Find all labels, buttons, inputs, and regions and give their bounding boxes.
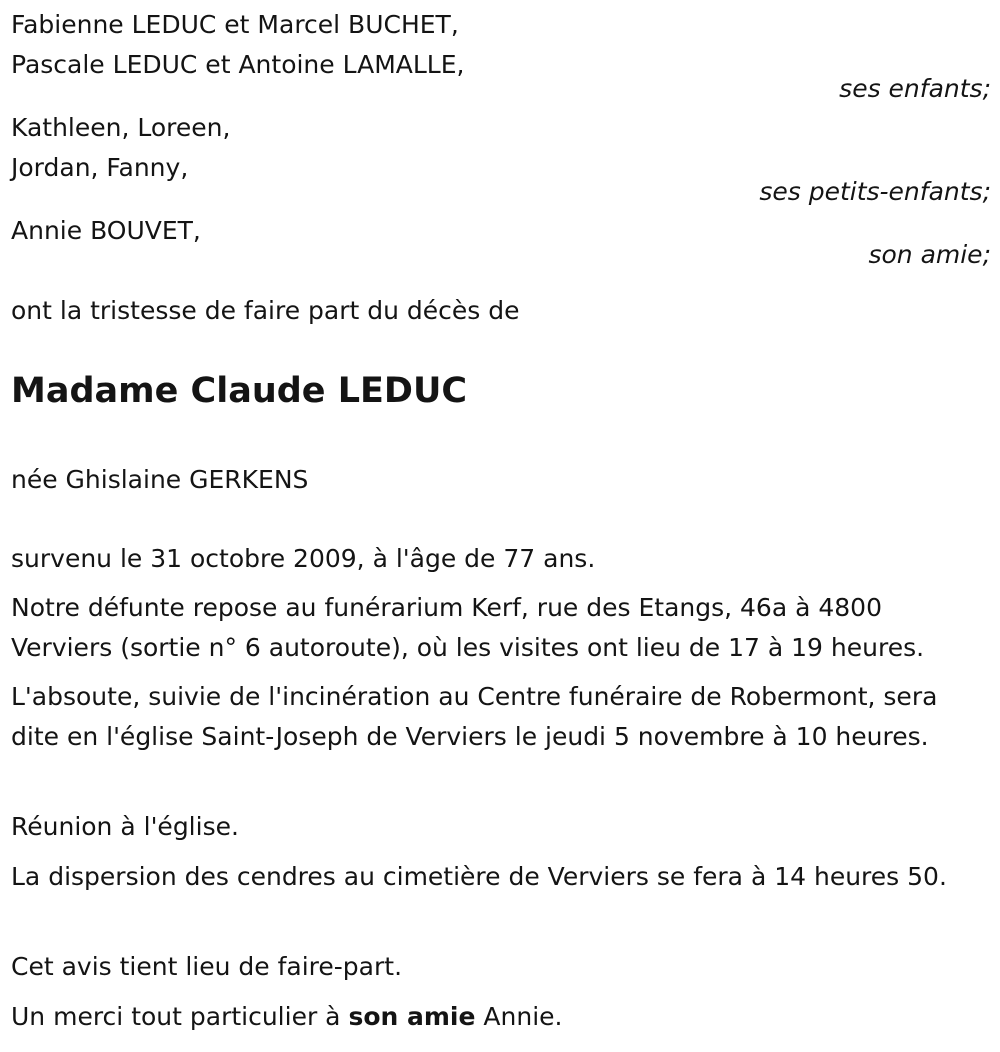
absolution-paragraph: L'absoute, suivie de l'incinération au Centre funéraire de Robermont, sera dite en l'église Saint-Joseph de Verviers le jeudi 5 novembre à 10 heures. — [11, 682, 938, 751]
thanks-bold: son amie — [348, 1002, 476, 1031]
grandchildren-role: ses petits-enfants; — [759, 177, 991, 206]
deceased-name: Madame Claude LEDUC — [11, 371, 468, 411]
dispersion-paragraph: La dispersion des cendres au cimetière de Verviers se fera à 14 heures 50. — [11, 862, 947, 891]
thanks-suffix: Annie. — [475, 1002, 563, 1031]
birth-name: née Ghislaine GERKENS — [11, 465, 309, 494]
obituary-notice — [11, 0, 991, 1052]
thanks-paragraph — [11, 997, 991, 1037]
child-line-2: Pascale LEDUC et Antoine LAMALLE, — [11, 50, 465, 79]
notice-paragraph: Cet avis tient lieu de faire-part. — [11, 952, 403, 981]
friend-line: Annie BOUVET, — [11, 216, 201, 245]
meeting-paragraph: Réunion à l'église. — [11, 812, 239, 841]
friend-role: son amie; — [868, 240, 991, 269]
child-line-1: Fabienne LEDUC et Marcel BUCHET, — [11, 10, 459, 39]
children-role: ses enfants; — [839, 74, 991, 103]
announcement: ont la tristesse de faire part du décès de — [11, 296, 520, 325]
rest-paragraph: Notre défunte repose au funérarium Kerf, rue des Etangs, 46a à 4800 Verviers (sortie n° 6 autoroute), où les visites ont lieu de 17 à 19 heures. — [11, 593, 925, 662]
grandchild-line-2: Jordan, Fanny, — [11, 153, 189, 182]
thanks-prefix: Un merci tout particulier à — [11, 1002, 349, 1031]
grandchild-line-1: Kathleen, Loreen, — [11, 113, 231, 142]
death-paragraph: survenu le 31 octobre 2009, à l'âge de 77 ans. — [11, 544, 596, 573]
